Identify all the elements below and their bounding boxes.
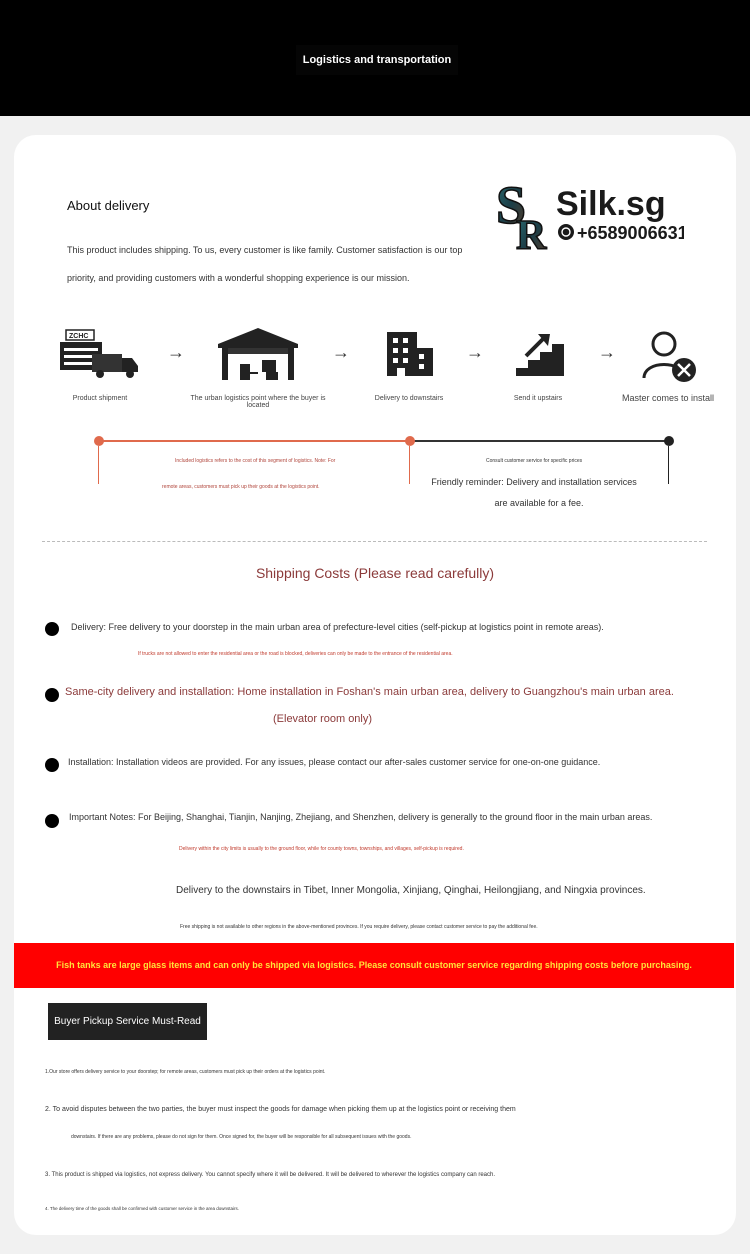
brand-logo [494, 177, 684, 252]
timeline-left-note: remote areas, customers must pick up their goods at the logistics point. [162, 484, 320, 490]
timeline-right-note: are available for a fee. [494, 498, 584, 508]
timeline-tick [668, 446, 669, 484]
timeline-right-small-note: Consult customer service for specific prices [486, 458, 583, 464]
step1-sign: ZCHC [69, 333, 89, 340]
warning-banner [14, 943, 734, 988]
logo-initial-s: S [496, 177, 527, 235]
delivery-text: Delivery: Free delivery to your doorstep in the main urban area of prefecture-level cities (self-pickup at logistics point in remote areas). [71, 622, 604, 632]
building-icon [383, 330, 435, 378]
provinces-note: Free shipping is not available to other regions in the above-mentioned provinces. If you require delivery, please contact customer service to pay the additional fee. [180, 924, 538, 930]
installer-icon [642, 330, 700, 382]
timeline-tick [409, 446, 410, 484]
timeline-dot [405, 436, 415, 446]
important-text: Important Notes: For Beijing, Shanghai, Tianjin, Nanjing, Zhejiang, and Shenzhen, delivery is generally to the ground floor in the main urban areas. [69, 812, 653, 822]
warehouse-icon [216, 326, 300, 382]
bullet-icon [45, 688, 59, 702]
warning-text: Fish tanks are large glass items and can only be shipped via logistics. Please consult customer service regarding shipping costs before purchasing. [56, 960, 692, 970]
whatsapp-icon [558, 224, 574, 240]
stairs-up-icon [514, 332, 566, 378]
bullet-icon [45, 814, 59, 828]
timeline-dot [94, 436, 104, 446]
timeline-tick [98, 446, 99, 484]
same-city-note: (Elevator room only) [273, 713, 373, 725]
arrow-icon: → [466, 342, 484, 362]
header-bar [0, 0, 750, 116]
step-label: Send it upstairs [513, 395, 563, 402]
timeline-dot [664, 436, 674, 446]
step-label: The urban logistics point where the buyer is located [190, 395, 326, 409]
pickup-rule: 2. To avoid disputes between the two parties, the buyer must inspect the goods for damage when picking them up at the logistics point or receiving them [45, 1106, 516, 1113]
logo-initial-r: R [516, 213, 547, 252]
divider [42, 541, 707, 542]
pickup-rule: downstairs. If there are any problems, please do not sign for them. Once signed for, the buyer will be responsible for all subsequent issues with the goods. [71, 1134, 412, 1140]
provinces-text: Delivery to the downstairs in Tibet, Inner Mongolia, Xinjiang, Qinghai, Heilongjiang, and Ningxia provinces. [176, 885, 646, 896]
pickup-rule: 3. This product is shipped via logistics, not express delivery. You cannot specify where it will be delivered. It will be delivered to wherever the logistics company can reach. [45, 1172, 496, 1178]
shipping-title: Shipping Costs (Please read carefully) [255, 565, 495, 581]
installation-text: Installation: Installation videos are provided. For any issues, please contact our after-sales customer service for one-on-one guidance. [68, 757, 601, 767]
timeline-left-note: Included logistics refers to the cost of this segment of logistics. Note: For [175, 458, 336, 464]
step-label: Delivery to downstairs [374, 395, 444, 402]
page-title: Logistics and transportation [296, 45, 458, 75]
logo-phone: +6589006631 [577, 223, 684, 243]
pickup-rule: 1.Our store offers delivery service to your doorstep; for remote areas, customers must pick up their orders at the logistics point. [45, 1069, 326, 1075]
timeline-included-segment [98, 440, 410, 442]
arrow-icon: → [598, 342, 616, 362]
truck-shipment-icon [58, 328, 142, 380]
pickup-rule: 4. The delivery time of the goods shall be confirmed with customer service in the area downstairs. [45, 1206, 240, 1211]
arrow-icon: → [167, 342, 185, 362]
arrow-icon: → [332, 342, 350, 362]
timeline-paid-segment [410, 440, 669, 442]
important-note: Delivery within the city limits is usually to the ground floor, while for county towns, townships, and villages, self-pickup is required. [179, 846, 464, 852]
step-label: Master comes to install [621, 393, 715, 403]
logo-brand: Silk.sg [556, 185, 666, 223]
about-title: About delivery [67, 198, 150, 213]
about-text: This product includes shipping. To us, every customer is like family. Customer satisfaction is our top priority, and providing customers with a wonderful shopping experience is our mission. [67, 245, 463, 283]
bullet-icon [45, 758, 59, 772]
step-label: Product shipment [72, 395, 128, 402]
pickup-must-read-button[interactable]: Buyer Pickup Service Must-Read [48, 1003, 207, 1040]
delivery-note: If trucks are not allowed to enter the residential area or the road is blocked, deliveries can only be made to the entrance of the residential area. [138, 651, 453, 657]
same-city-text: Same-city delivery and installation: Home installation in Foshan's main urban area, delivery to Guangzhou's main urban area. [65, 686, 674, 698]
bullet-icon [45, 622, 59, 636]
timeline-right-note: Friendly reminder: Delivery and installation services [431, 477, 637, 487]
